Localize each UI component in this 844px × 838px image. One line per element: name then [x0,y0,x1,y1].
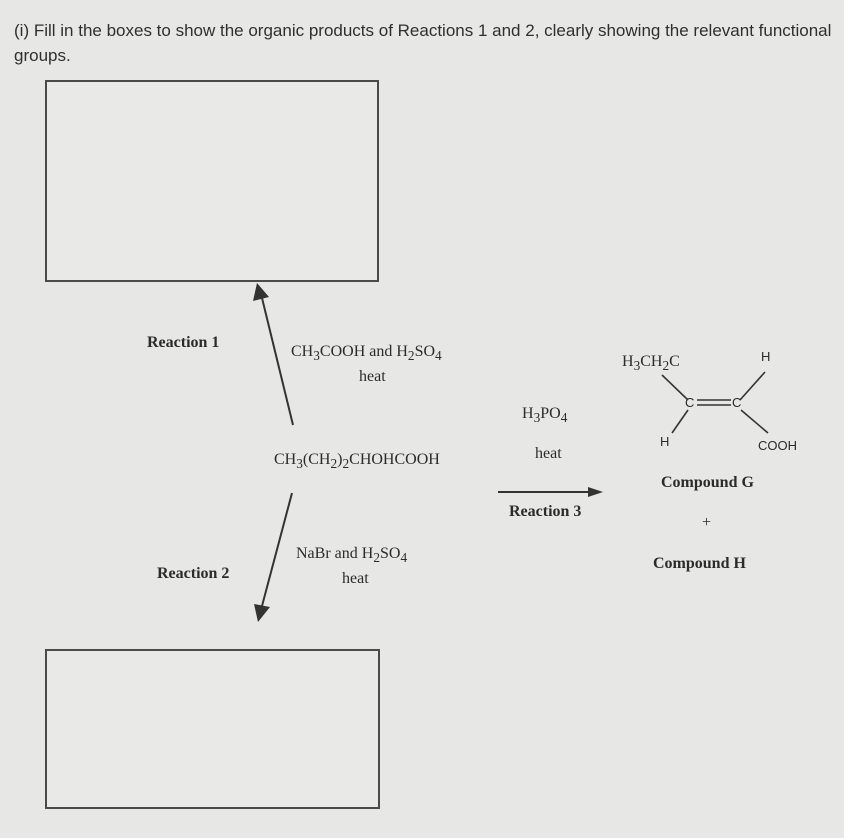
compound-g-ethyl-group: $H_3CH_2C$ [622,353,680,374]
compound-g-carbon-left: C [685,395,695,410]
reaction-3-condition: heat [535,445,562,462]
reaction-2-condition: heat [342,570,369,587]
reaction-3-reagent: $H_3PO_4$ [522,405,568,426]
reaction-1-arrow [262,298,293,425]
bond-lower-left [672,410,688,433]
compound-h-label: Compound H [653,555,746,572]
reaction-2-reagent: NaBr and $H_2SO_4$ [296,545,408,566]
starting-material: $CH_3(CH_2)_2CHOHCOOH$ [274,451,440,472]
reaction-3-label: Reaction 3 [509,503,582,520]
reaction-1-reagent: $CH_3COOH$ and $H_2SO_4$ [291,343,442,364]
compound-g-top-right-h: H [761,349,771,364]
reaction-2-label: Reaction 2 [157,565,230,582]
reaction-1-condition: heat [359,368,386,385]
reaction-2-arrow [262,493,292,606]
reaction-3-arrowhead [588,487,603,497]
compound-g-carbon-right: C [732,395,742,410]
bond-lower-right [741,410,768,433]
bond-upper-right [740,372,765,400]
question-body: Fill in the boxes to show the organic products of Reactions 1 and 2, clearly showing the relevant functional groups. [14,21,832,65]
reaction-1-label: Reaction 1 [147,334,220,351]
reaction-1-arrowhead [253,283,269,301]
question-number: (i) [14,21,30,40]
compound-g-bottom-left-h: H [660,434,670,449]
plus-sign: + [702,514,712,531]
compound-g-bottom-right-cooh: COOH [758,438,797,453]
reaction-2-arrowhead [254,604,270,622]
compound-g-label: Compound G [661,474,754,491]
